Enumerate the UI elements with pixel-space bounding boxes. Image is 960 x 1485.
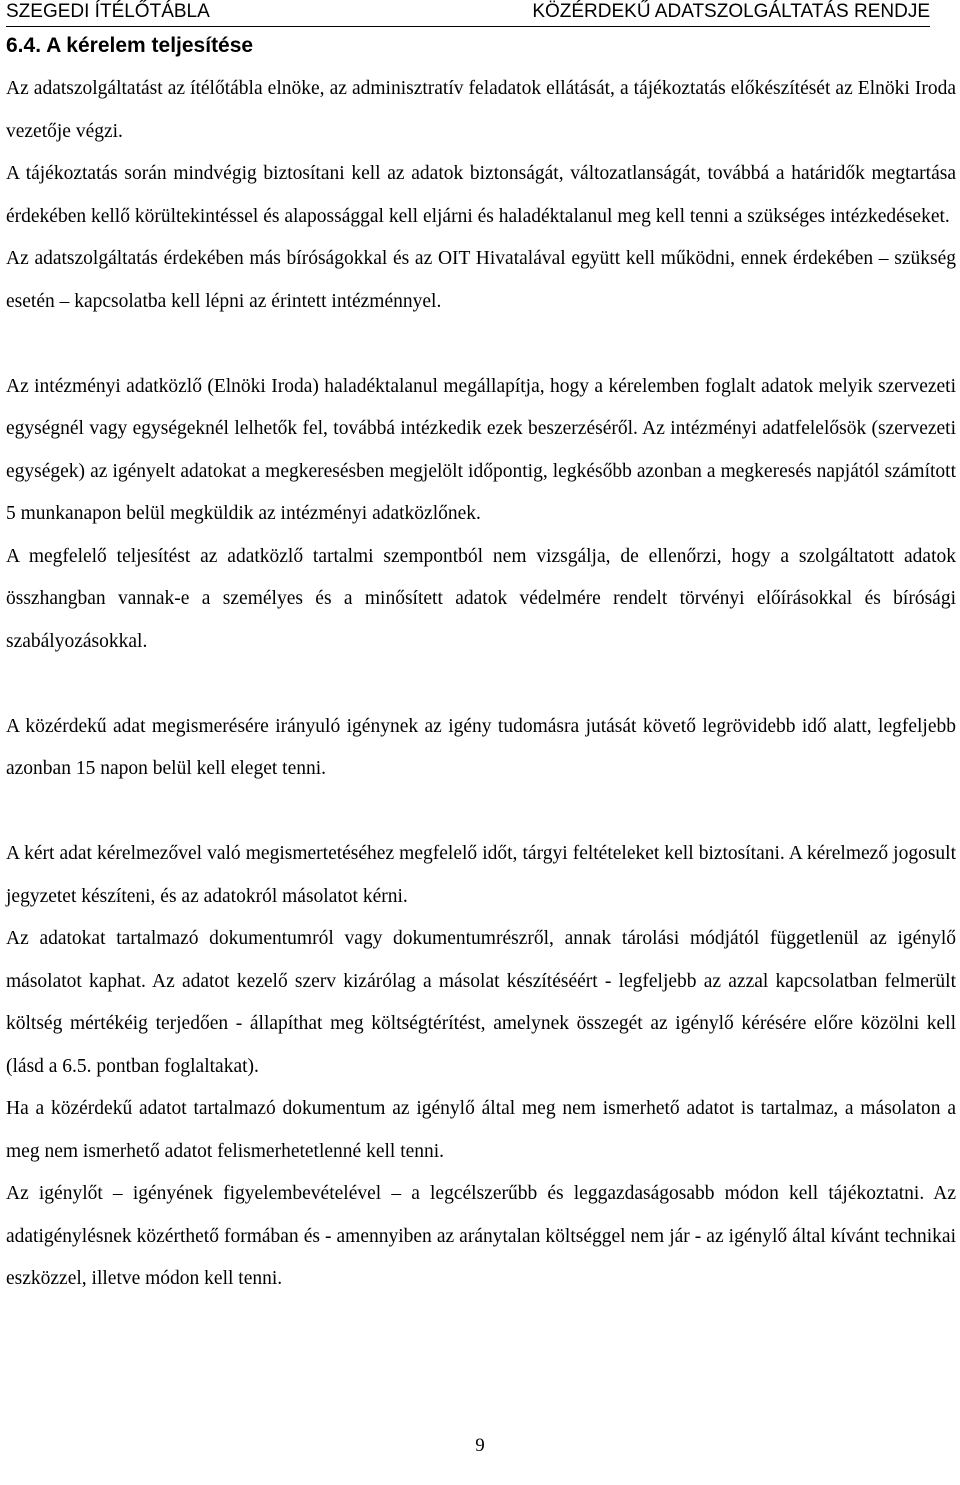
paragraph: Az adatokat tartalmazó dokumentumról vagy dokumentumrészről, annak tárolási módjától függetlenül az igénylő másolatot kaphat. Az adatot kezelő szerv kizárólag a másolat készítéséért - legfeljebb az azzal kapcsolatban felmerült költség mértékéig terjedően - állapíthat meg költségtérítést, amelynek összegét az igénylő kérésére előre közölni kell (lásd a 6.5. pontban foglaltakat). [6,928,956,1077]
page-header [6,0,930,27]
paragraph: A kért adat kérelmezővel való megismertetéséhez megfelelő időt, tárgyi feltételeket kell biztosítani. A kérelmező jogosult jegyzetet készíteni, és az adatokról másolatot kérni. [6,843,956,907]
page-number: 9 [475,1435,485,1456]
paragraph: Az igénylőt – igényének figyelembevételével – a legcélszerűbb és leggazdaságosabb módon kell tájékoztatni. Az adatigénylésnek közérthető formában és - amennyiben az aránytalan költséggel nem jár - az igénylő által kívánt technikai eszközzel, illetve módon kell tenni. [6,1183,956,1289]
paragraph: A megfelelő teljesítést az adatközlő tartalmi szempontból nem vizsgálja, de ellenőrzi, hogy a szolgáltatott adatok összhangban vannak-e a személyes és a minősített adatok védelmére rendelt törvényi előírásokkal és bírósági szabályozásokkal. [6,545,956,652]
paragraph: Az adatszolgáltatás érdekében más bíróságokkal és az OIT Hivatalával együtt kell működni, ennek érdekében – szükség esetén – kapcsolatba kell lépni az érintett intézménnyel. [6,248,956,312]
header-document-title: KÖZÉRDEKŰ ADATSZOLGÁLTATÁS RENDJE [532,1,930,22]
section-heading: 6.4. A kérelem teljesítése [6,34,254,57]
paragraph: Az adatszolgáltatást az ítélőtábla elnöke, az adminisztratív feladatok ellátását, a tájékoztatás előkészítését az Elnöki Iroda vezetője végzi. [6,78,956,142]
header-court-name: SZEGEDI ÍTÉLŐTÁBLA [6,1,210,22]
paragraph: A tájékoztatás során mindvégig biztosítani kell az adatok biztonságát, változatlanságát, továbbá a határidők megtartása érdekében kellő körültekintéssel és alapossággal kell eljárni és haladéktalanul meg kell tenni a szükséges intézkedéseket. [6,163,956,227]
section-body [6,68,956,1301]
paragraph: Az intézményi adatközlő (Elnöki Iroda) haladéktalanul megállapítja, hogy a kérelemben foglalt adatok melyik szervezeti egységnél vagy egységeknél lelhetők fel, továbbá intézkedik ezek beszerzéséről. Az intézményi adatfelelősök (szervezeti egységek) az igényelt adatokat a megkeresésben megjelölt időpontig, legkésőbb azonban a megkeresés napjától számított 5 munkanapon belül megküldik az intézményi adatközlőnek. [6,375,956,524]
paragraph: A közérdekű adat megismerésére irányuló igénynek az igény tudomásra jutását követő legrövidebb idő alatt, legfeljebb azonban 15 napon belül kell eleget tenni. [6,715,956,779]
paragraph: Ha a közérdekű adatot tartalmazó dokumentum az igénylő által meg nem ismerhető adatot is tartalmaz, a másolaton a meg nem ismerhető adatot felismerhetetlenné kell tenni. [6,1098,956,1162]
